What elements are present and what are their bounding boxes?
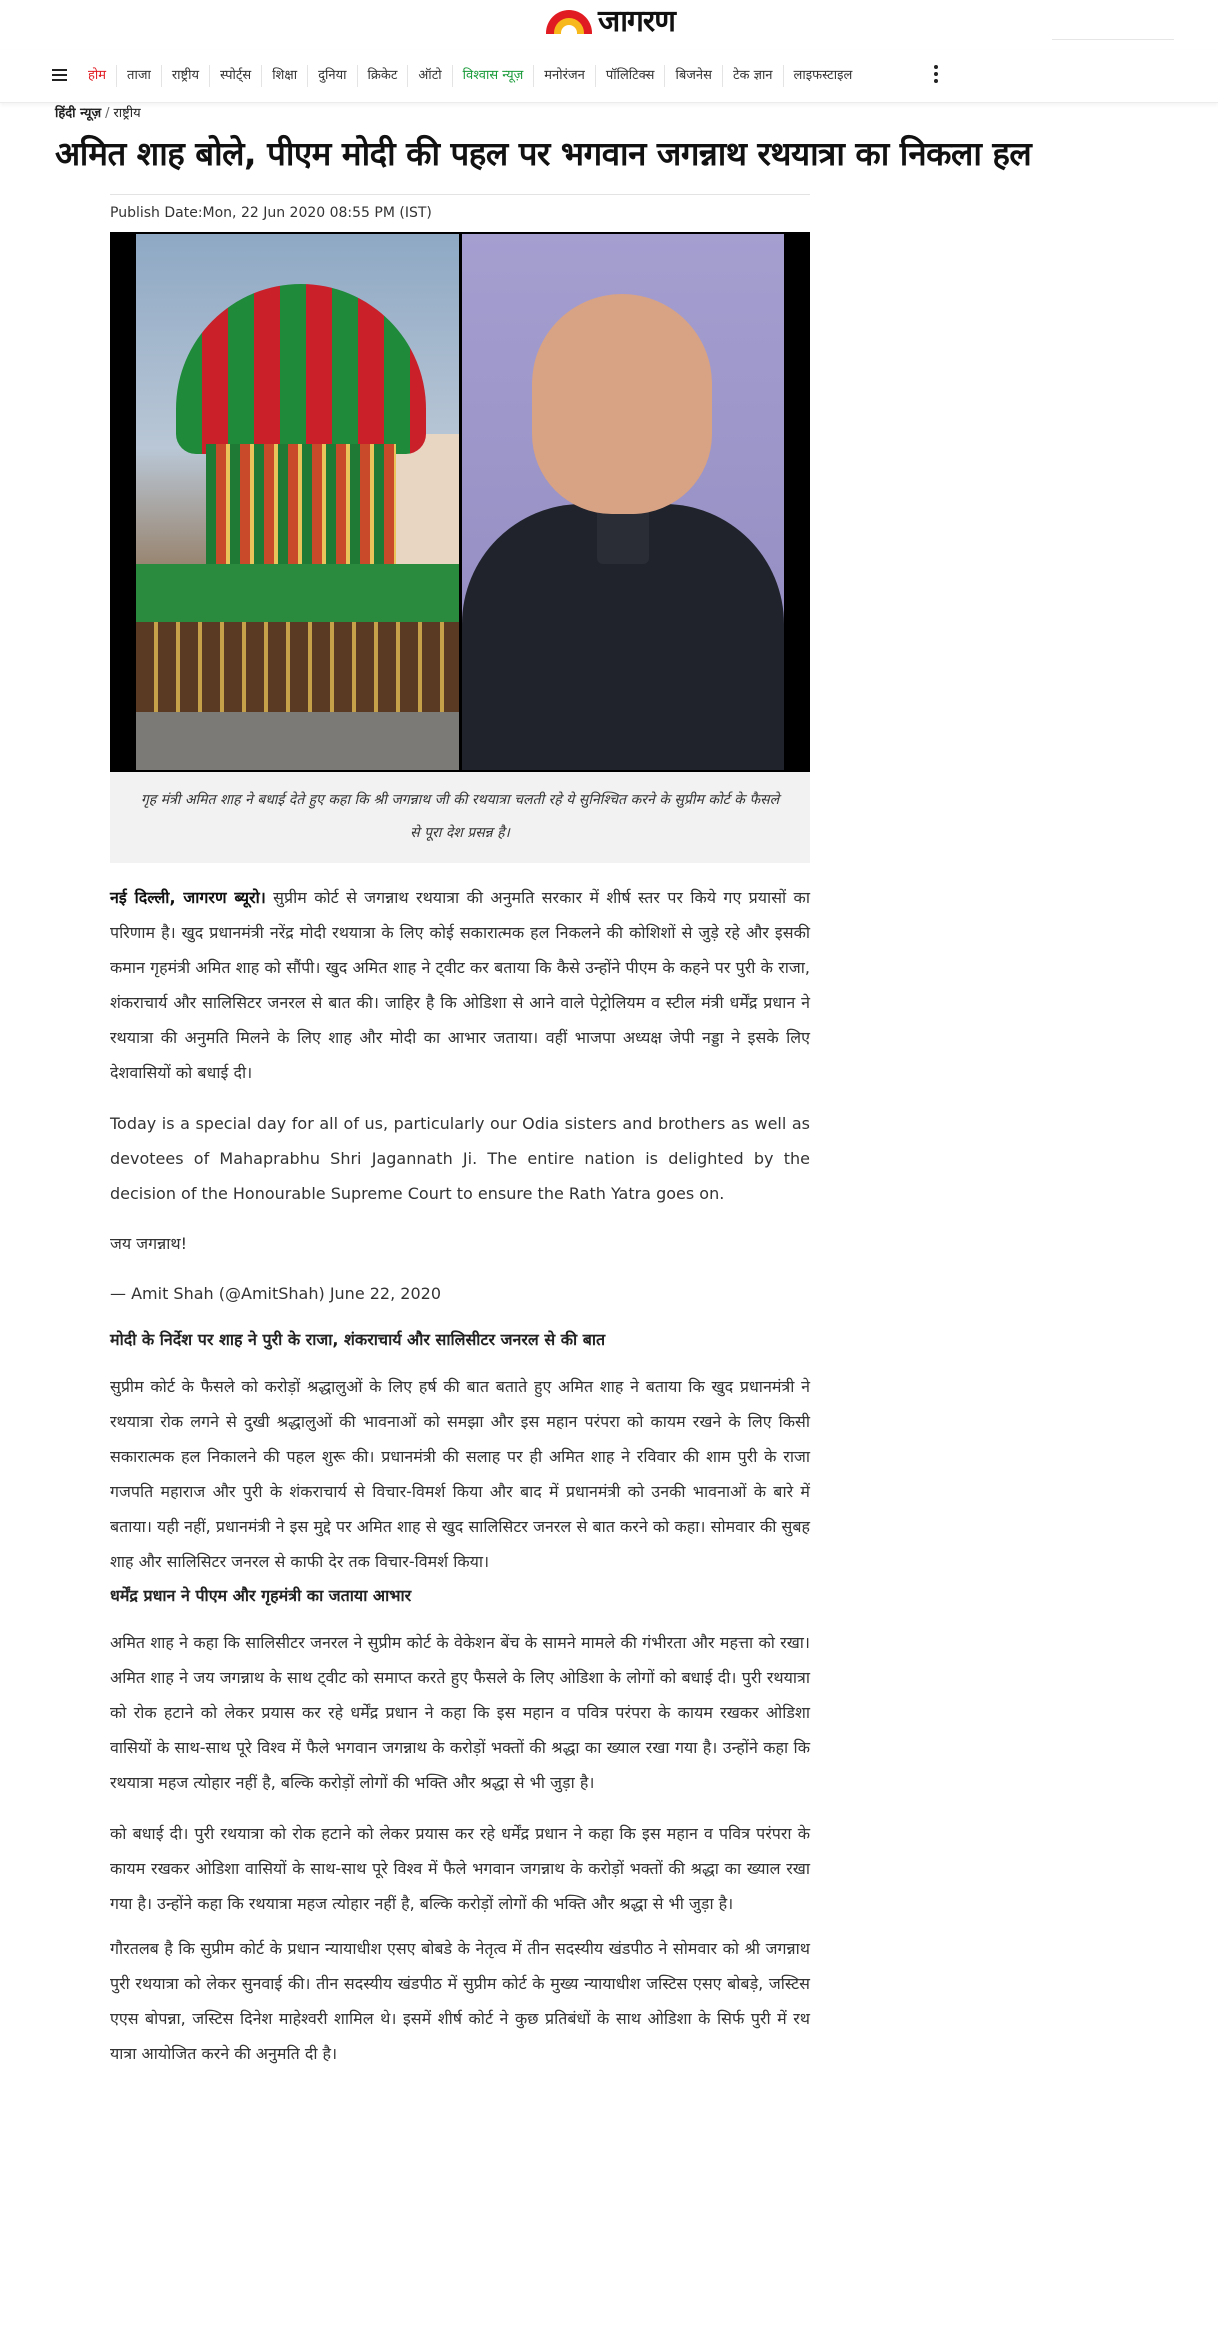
image-caption: गृह मंत्री अमित शाह ने बधाई देते हुए कहा कि श्री जगन्नाथ जी की रथयात्रा चलती रहे ये सुनिश्चित करने के सुप्रीम कोर्ट के फैसले से पूरा देश प्रसन्न है। [110,772,810,863]
kebab-icon[interactable] [931,65,941,85]
article-image [110,232,810,772]
nav-item-vishvas-news[interactable]: विश्वास न्यूज़ [453,65,535,87]
article-body [110,880,810,2071]
nav-item-education[interactable]: शिक्षा [262,65,308,87]
hamburger-icon[interactable] [52,63,76,87]
nav-item-lifestyle[interactable]: लाइफस्टाइल [793,68,853,83]
breadcrumb-separator: / [105,106,110,121]
site-header [0,0,1218,50]
article-paragraph-5: गौरतलब है कि सुप्रीम कोर्ट के प्रधान न्यायाधीश एसए बोबडे के नेतृत्व में तीन सदस्यीय खंडपीठ ने सोमवार को श्री जगन्नाथ पुरी रथयात्रा को लेकर सुनवाई की। तीन सदस्यीय खंडपीठ में सुप्रीम कोर्ट के मुख्य न्यायाधीश जस्टिस एसए बोबड़े, जस्टिस एएस बोपन्ना, जस्टिस दिनेश माहेश्वरी शामिल थे। इसमें शीर्ष कोर्ट ने कुछ प्रतिबंधों के साथ ओडिशा के सिर्फ पुरी में रथ यात्रा आयोजित करने की अनुमति दी है। [110,1939,810,2063]
article-subheading-1: मोदी के निर्देश पर शाह ने पुरी के राजा, शंकराचार्य और सालिसीटर जनरल से की बात [110,1330,606,1349]
rising-sun-logo-icon [546,10,592,34]
site-logo[interactable] [546,4,675,39]
article-subheading-2: धर्मेंद्र प्रधान ने पीएम और गृहमंत्री का जताया आभार [110,1586,412,1605]
nav-item-entertainment[interactable]: मनोरंजन [534,65,596,87]
nav-item-cricket[interactable]: क्रिकेट [358,65,409,87]
publish-date: Publish Date:Mon, 22 Jun 2020 08:55 PM (IST) [110,205,432,221]
article-headline: अमित शाह बोले, पीएम मोदी की पहल पर भगवान जगन्नाथ रथयात्रा का निकला हल [55,134,1032,173]
nav-item-politics[interactable]: पॉलिटिक्स [596,65,666,87]
article-paragraph-2: सुप्रीम कोर्ट के फैसले को करोड़ों श्रद्धालुओं के लिए हर्ष की बात बताते हुए अमित शाह ने बताया कि खुद प्रधानमंत्री ने रथयात्रा रोक लगने से दुखी श्रद्धालुओं की भावनाओं को समझा और इस महान परंपरा को कायम रखने के लिए किसी सकारात्मक हल निकालने की पहल शुरू की। प्रधानमंत्री की सलाह पर ही अमित शाह ने रविवार की शाम पुरी के राजा गजपति महाराज और पुरी के शंकराचार्य से विचार-विमर्श किया और बाद में प्रधानमंत्री को उनकी भावनाओं के बारे में बताया। यही नहीं, प्रधानमंत्री ने इस मुद्दे पर अमित शाह से खुद सालिसिटर जनरल से बात करने को कहा। सोमवार की सुबह शाह और सालिसिटर जनरल से काफी देर तक विचार-विमर्श किया। [110,1377,810,1571]
nav-item-auto[interactable]: ऑटो [408,65,452,87]
main-nav [0,50,1218,103]
nav-item-home[interactable]: होम [78,65,117,87]
logo-text: जागरण [598,4,675,39]
nav-item-world[interactable]: दुनिया [308,65,357,87]
paragraph-1-text: सुप्रीम कोर्ट से जगन्नाथ रथयात्रा की अनुमति सरकार में शीर्ष स्तर पर किये गए प्रयासों का परिणाम है। खुद प्रधानमंत्री नरेंद्र मोदी रथयात्रा के लिए कोई सकारात्मक हल निकलने की कोशिशों से जुड़े रहे और इसकी कमान गृहमंत्री अमित शाह को सौंपी। खुद अमित शाह ने ट्वीट कर बताया कि कैसे उन्होंने पीएम के कहने पर पुरी के राजा, शंकराचार्य और सालिसिटर जनरल से बात की। जाहिर है कि ओडिशा से आने वाले पेट्रोलियम व स्टील मंत्री धर्मेंद्र प्रधान ने रथयात्रा की अनुमति मिलने के लिए शाह और मोदी का आभार जताया। वहीं भाजपा अध्यक्ष जेपी नड्डा ने इसके लिए देशवासियों को बधाई दी। [110,888,810,1082]
nav-items [78,50,862,102]
nav-item-tech[interactable]: टेक ज्ञान [723,65,784,87]
article-paragraph-3: अमित शाह ने कहा कि सालिसीटर जनरल ने सुप्रीम कोर्ट के वेकेशन बेंच के सामने मामले की गंभीरता और महत्ता को रखा। अमित शाह ने जय जगन्नाथ के साथ ट्वीट को समाप्त करते हुए फैसले के लिए ओडिशा के लोगों को बधाई दी। पुरी रथयात्रा को रोक हटाने को लेकर प्रयास कर रहे धर्मेंद्र प्रधान ने कहा कि इस महान व पवित्र परंपरा के कायम रखकर ओडिशा वासियों के साथ-साथ पूरे विश्व में फैले भगवान जगन्नाथ के करोड़ों भक्तों की श्रद्धा का ख्याल रखा गया है। उन्होंने कहा कि रथयात्रा महज त्योहार नहीं है, बल्कि करोड़ों लोगों की भक्ति और श्रद्धा से भी जुड़ा है। [110,1633,810,1792]
article-paragraph-1 [110,880,810,1090]
nav-item-latest[interactable]: ताजा [117,65,162,87]
portrait-photo [462,234,784,770]
dateline: नई दिल्ली, जागरण ब्यूरो। [110,888,266,907]
header-divider [1052,39,1174,40]
rath-chariot-photo [136,234,459,770]
breadcrumb-home[interactable]: हिंदी न्यूज़ [55,106,102,121]
nav-item-business[interactable]: बिजनेस [665,65,722,87]
headline-divider [110,194,810,195]
nav-item-national[interactable]: राष्ट्रीय [162,65,210,87]
embedded-tweet-attribution[interactable]: — Amit Shah (@AmitShah) June 22, 2020 [110,1284,441,1303]
article-paragraph-4: को बधाई दी। पुरी रथयात्रा को रोक हटाने को लेकर प्रयास कर रहे धर्मेंद्र प्रधान ने कहा कि इस महान व पवित्र परंपरा के कायम रखकर ओडिशा वासियों के साथ-साथ पूरे विश्व में फैले भगवान जगन्नाथ के करोड़ों भक्तों की श्रद्धा का ख्याल रखा गया है। उन्होंने कहा कि रथयात्रा महज त्योहार नहीं है, बल्कि करोड़ों लोगों की भक्ति और श्रद्धा से भी जुड़ा है। [110,1824,810,1913]
breadcrumb [55,103,141,121]
embedded-tweet-jai: जय जगन्नाथ! [110,1234,188,1253]
embedded-tweet-text: Today is a special day for all of us, particularly our Odia sisters and brothers as well as devotees of Mahaprabhu Shri Jagannath Ji. The entire nation is delighted by the decision of the Honourable Supreme Court to ensure the Rath Yatra goes on. [110,1114,810,1203]
nav-item-sports[interactable]: स्पोर्ट्स [210,65,262,87]
breadcrumb-section[interactable]: राष्ट्रीय [113,106,141,121]
